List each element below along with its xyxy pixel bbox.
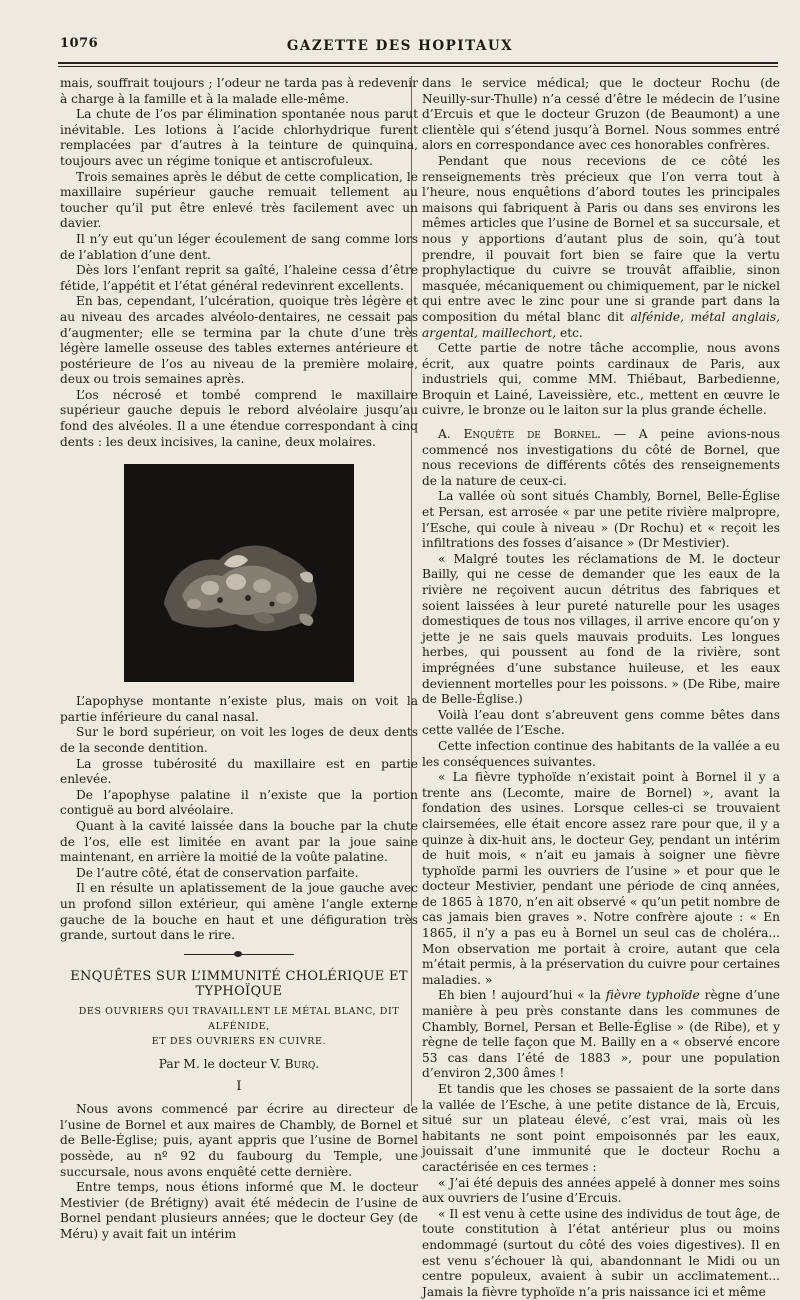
paragraph: « Malgré toutes les réclamations de M. le docteur Bailly, qui ne cesse de demander que les eaux de la rivière ne reçoivent aucun détritus des fabriques et soient laissées à leur pureté naturelle pour les usages domestiques de tous nos villages, il arrive encore qu’on y jette je ne sais quels mauvais produits. Les longues herbes, qui poussent au fond de la rivière, sont imprégnées d’une substance huileuse, et les eaux deviennent mortelles pour les poissons. » (De Ribe, maire de Belle-Église.) (422, 551, 780, 707)
divider-ornament (234, 951, 242, 957)
paragraph: L’os nécrosé et tombé comprend le maxillaire supérieur gauche depuis le rebord alvéolaire jusqu’au fond des alvéoles. Il a une étendue correspondant à cinq dents : les deux incisives, la canine, deux molaires. (60, 387, 418, 449)
paragraph: mais, souffrait toujours ; l’odeur ne tarda pas à redevenir à charge à la famille et à la malade elle-même. (60, 76, 418, 106)
right-column (422, 76, 780, 1300)
paragraph: Entre temps, nous étions informé que M. le docteur Mestivier (de Brétigny) avait été médecin de l’usine de Bornel pendant plusieurs années; que le docteur Gey (de Méru) y avait fait un intérim (60, 1180, 418, 1241)
paragraph-italic: fièvre typhoïde (605, 988, 700, 1003)
bone-specimen-figure (124, 464, 354, 682)
paragraph (422, 988, 780, 1082)
author-byline (60, 1057, 418, 1073)
paragraph (422, 154, 780, 341)
page-header (0, 0, 800, 70)
paragraph: Trois semaines après le début de cette complication, le maxillaire supérieur gauche remuait tellement au toucher qu’il put être enlevé très facilement avec un davier. (60, 169, 418, 231)
paragraph: dans le service médical; que le docteur Rochu (de Neuilly-sur-Thulle) n’a cessé d’être le médecin de l’usine d’Ercuis et que le docteur Gruzon (de Beaumont) a une clientèle qui s’étend jusqu’à Bornel. Nous sommes entré alors en correspondance avec ces honorables confrères. (422, 76, 780, 153)
section-number: I (236, 1078, 242, 1094)
paragraph: Cette infection continue des habitants de la vallée a eu les conséquences suivantes. (422, 738, 780, 769)
section-divider (184, 954, 294, 955)
header-rule (58, 62, 778, 67)
paragraph: Cette partie de notre tâche accomplie, nous avons écrit, aux quatre points cardinaux de Paris, aux industriels qui, comme MM. Thiébaut, Barbedienne, Broquin et Lainé, Laveissière, etc., mettent en œuvre le cuivre, le bronze ou le laiton sur la plus grande échelle. (422, 341, 780, 418)
paragraph-text: Pendant que nous recevions de ce côté les renseignements très précieux que l’on verra tout à l’heure, nous enquêtions d’abord toutes les principales maisons qui fabriquent à Paris ou dans ses environs les mêmes articles que l’usine de Bornel et sa succursale, et nous y apportions d’autant plus de soin, qu’à tout prendre, il pouvait fort bien se faire que la vertu prophylactique du cuivre se trouvât affaiblie, sinon masquée, mécaniquement ou chimiquement, par le nickel qui entre avec le zinc pour une si grande part dans la composition du métal blanc dit (422, 153, 780, 324)
paragraph-italic: alfénide, métal anglais, argental, maillechort, (422, 309, 780, 340)
paragraph-text: règne d’une manière à peu près constante dans les communes de Chambly, Bornel, Persan et Belle-Église » (de Ribe), et y règne de telle façon que M. Bailly en a « observé encore 53 cas dans l’été de 1883 », pour une population d’environ 2,300 âmes ! (422, 988, 781, 1081)
section-subtitle-line: ET DES OUVRIERS EN CUIVRE. (151, 1035, 327, 1047)
paragraph: Sur le bord supérieur, on voit les loges de deux dents de la seconde dentition. (60, 725, 418, 756)
paragraph: Dès lors l’enfant reprit sa gaîté, l’haleine cessa d’être fétide, l’appétit et l’état général redevinrent excellents. (60, 263, 418, 293)
paragraph (422, 427, 780, 489)
paragraph: « La fièvre typhoïde n’existait point à Bornel il y a trente ans (Lecomte, maire de Bornel) », avant la fondation des usines. Lorsque celles-ci se trouvaient clairsemées, elle était encore assez rare pour que, il y a quinze à dix-huit ans, le docteur Gey, pendant un intérim de huit mois, « n’ait eu jamais à soigner une fièvre typhoïde parmi les ouvriers de l’usine » et pour que le docteur Mestivier, pendant une période de cinq années, de 1865 à 1870, n’en ait observé « qu’un petit nombre de cas jamais bien graves ». Notre confrère ajoute : « En 1865, il n’y a pas eu à Bornel un seul cas de choléra... Mon observation me portait à croire, autant que cela m’était permis, à la préservation du cuivre pour certaines maladies. » (422, 770, 780, 987)
byline-author: V. Burq. (270, 1056, 320, 1071)
section-title: ENQUÊTES SUR L’IMMUNITÉ CHOLÉRIQUE ET TYPHOÏQUE (70, 968, 408, 1000)
paragraph: « Il est venu à cette usine des individus de tout âge, de toute constitution à l’état antérieur plus ou moins endommagé (surtout du côté des voies digestives). Il en est venu s’échouer là qui, abandonnant le Midi ou un centre populeux, avaient à subir un acclimatement... Jamais la fièvre typhoïde n’a pris naissance ici et même (422, 1206, 780, 1299)
paragraph: De l’autre côté, état de conservation parfaite. (76, 865, 359, 880)
paragraph: Il en résulte un aplatissement de la joue gauche avec un profond sillon extérieur, qui amène l’angle externe gauche de la bouche en haut et une défiguration très grande, surtout dans le rire. (60, 881, 418, 943)
section-subtitle (60, 1004, 418, 1049)
paragraph-text: etc. (559, 325, 583, 340)
paragraph: Nous avons commencé par écrire au directeur de l’usine de Bornel et aux maires de Chambly, de Bornel et de Belle-Église; puis, ayant appris que l’usine de Bornel possède, au nº 92 du faubourg du Temple, une succursale, nous avons enquêté cette dernière. (60, 1102, 418, 1179)
paragraph: La chute de l’os par élimination spontanée nous parut inévitable. Les lotions à l’acide chlorhydrique furent remplacées par d’autres à la teinture de quinquina, toujours avec un régime tonique et antiscrofuleux. (60, 107, 418, 168)
bone-specimen-illustration (124, 464, 354, 682)
paragraph: Quant à la cavité laissée dans la bouche par la chute de l’os, elle est limitée en avant par la joue saine maintenant, en arrière la moitié de la voûte palatine. (60, 819, 418, 865)
left-column (60, 76, 418, 1242)
paragraph: La vallée où sont situés Chambly, Bornel, Belle-Église et Persan, est arrosée « par une petite rivière malpropre, l’Esche, qui coule à niveau » (Dr Rochu) et « reçoit les infiltrations des fosses d’aisance » (Dr Mestivier). (422, 489, 780, 551)
paragraph: Voilà l’eau dont s’abreuvent gens comme bêtes dans cette vallée de l’Esche. (422, 707, 780, 738)
paragraph: La grosse tubérosité du maxillaire est en partie enlevée. (60, 756, 418, 787)
byline-prefix: Par M. le docteur (158, 1056, 267, 1071)
journal-title: GAZETTE DES HOPITAUX (286, 38, 514, 54)
paragraph: L’apophyse montante n’existe plus, mais on voit la partie inférieure du canal nasal. (60, 694, 418, 724)
paragraph: Il n’y eut qu’un léger écoulement de sang comme lors de l’ablation d’une dent. (60, 231, 418, 262)
paragraph: Et tandis que les choses se passaient de la sorte dans la vallée de l’Esche, à une petite distance de là, Ercuis, situé sur un plateau élevé, c’est vrai, mais où les habitants ne sont point empoisonnés par les eaux, jouissait d’une immunité que le docteur Rochu a caractérisée en ces termes : (422, 1082, 780, 1174)
paragraph: En bas, cependant, l’ulcération, quoique très légère et au niveau des arcades alvéolo-dentaires, ne cessait pas d’augmenter; elle se termina par la chute d’une très légère lamelle osseuse des tables externes antérieure et postérieure de l’os au niveau de la première molaire, deux ou trois semaines après. (60, 294, 418, 387)
paragraph: « J’ai été depuis des années appelé à donner mes soins aux ouvriers de l’usine d’Ercuis. (422, 1175, 780, 1206)
page-number: 1076 (60, 36, 99, 51)
paragraph: De l’apophyse palatine il n’existe que la portion contiguë au bord alvéolaire. (60, 787, 418, 818)
paragraph-text: Eh bien ! aujourd’hui « la (438, 988, 601, 1003)
section-subtitle-line: DES OUVRIERS QUI TRAVAILLENT LE MÉTAL BLANC, DIT ALFÉNIDE, (78, 1005, 400, 1032)
paragraph-text: — A peine avions-nous commencé nos investigations du côté de Bornel, que nous recevions de différents côtés des renseignements de la nature de ceux-ci. (422, 427, 781, 488)
subsection-heading: A. Enquête de Bornel. (438, 427, 602, 442)
